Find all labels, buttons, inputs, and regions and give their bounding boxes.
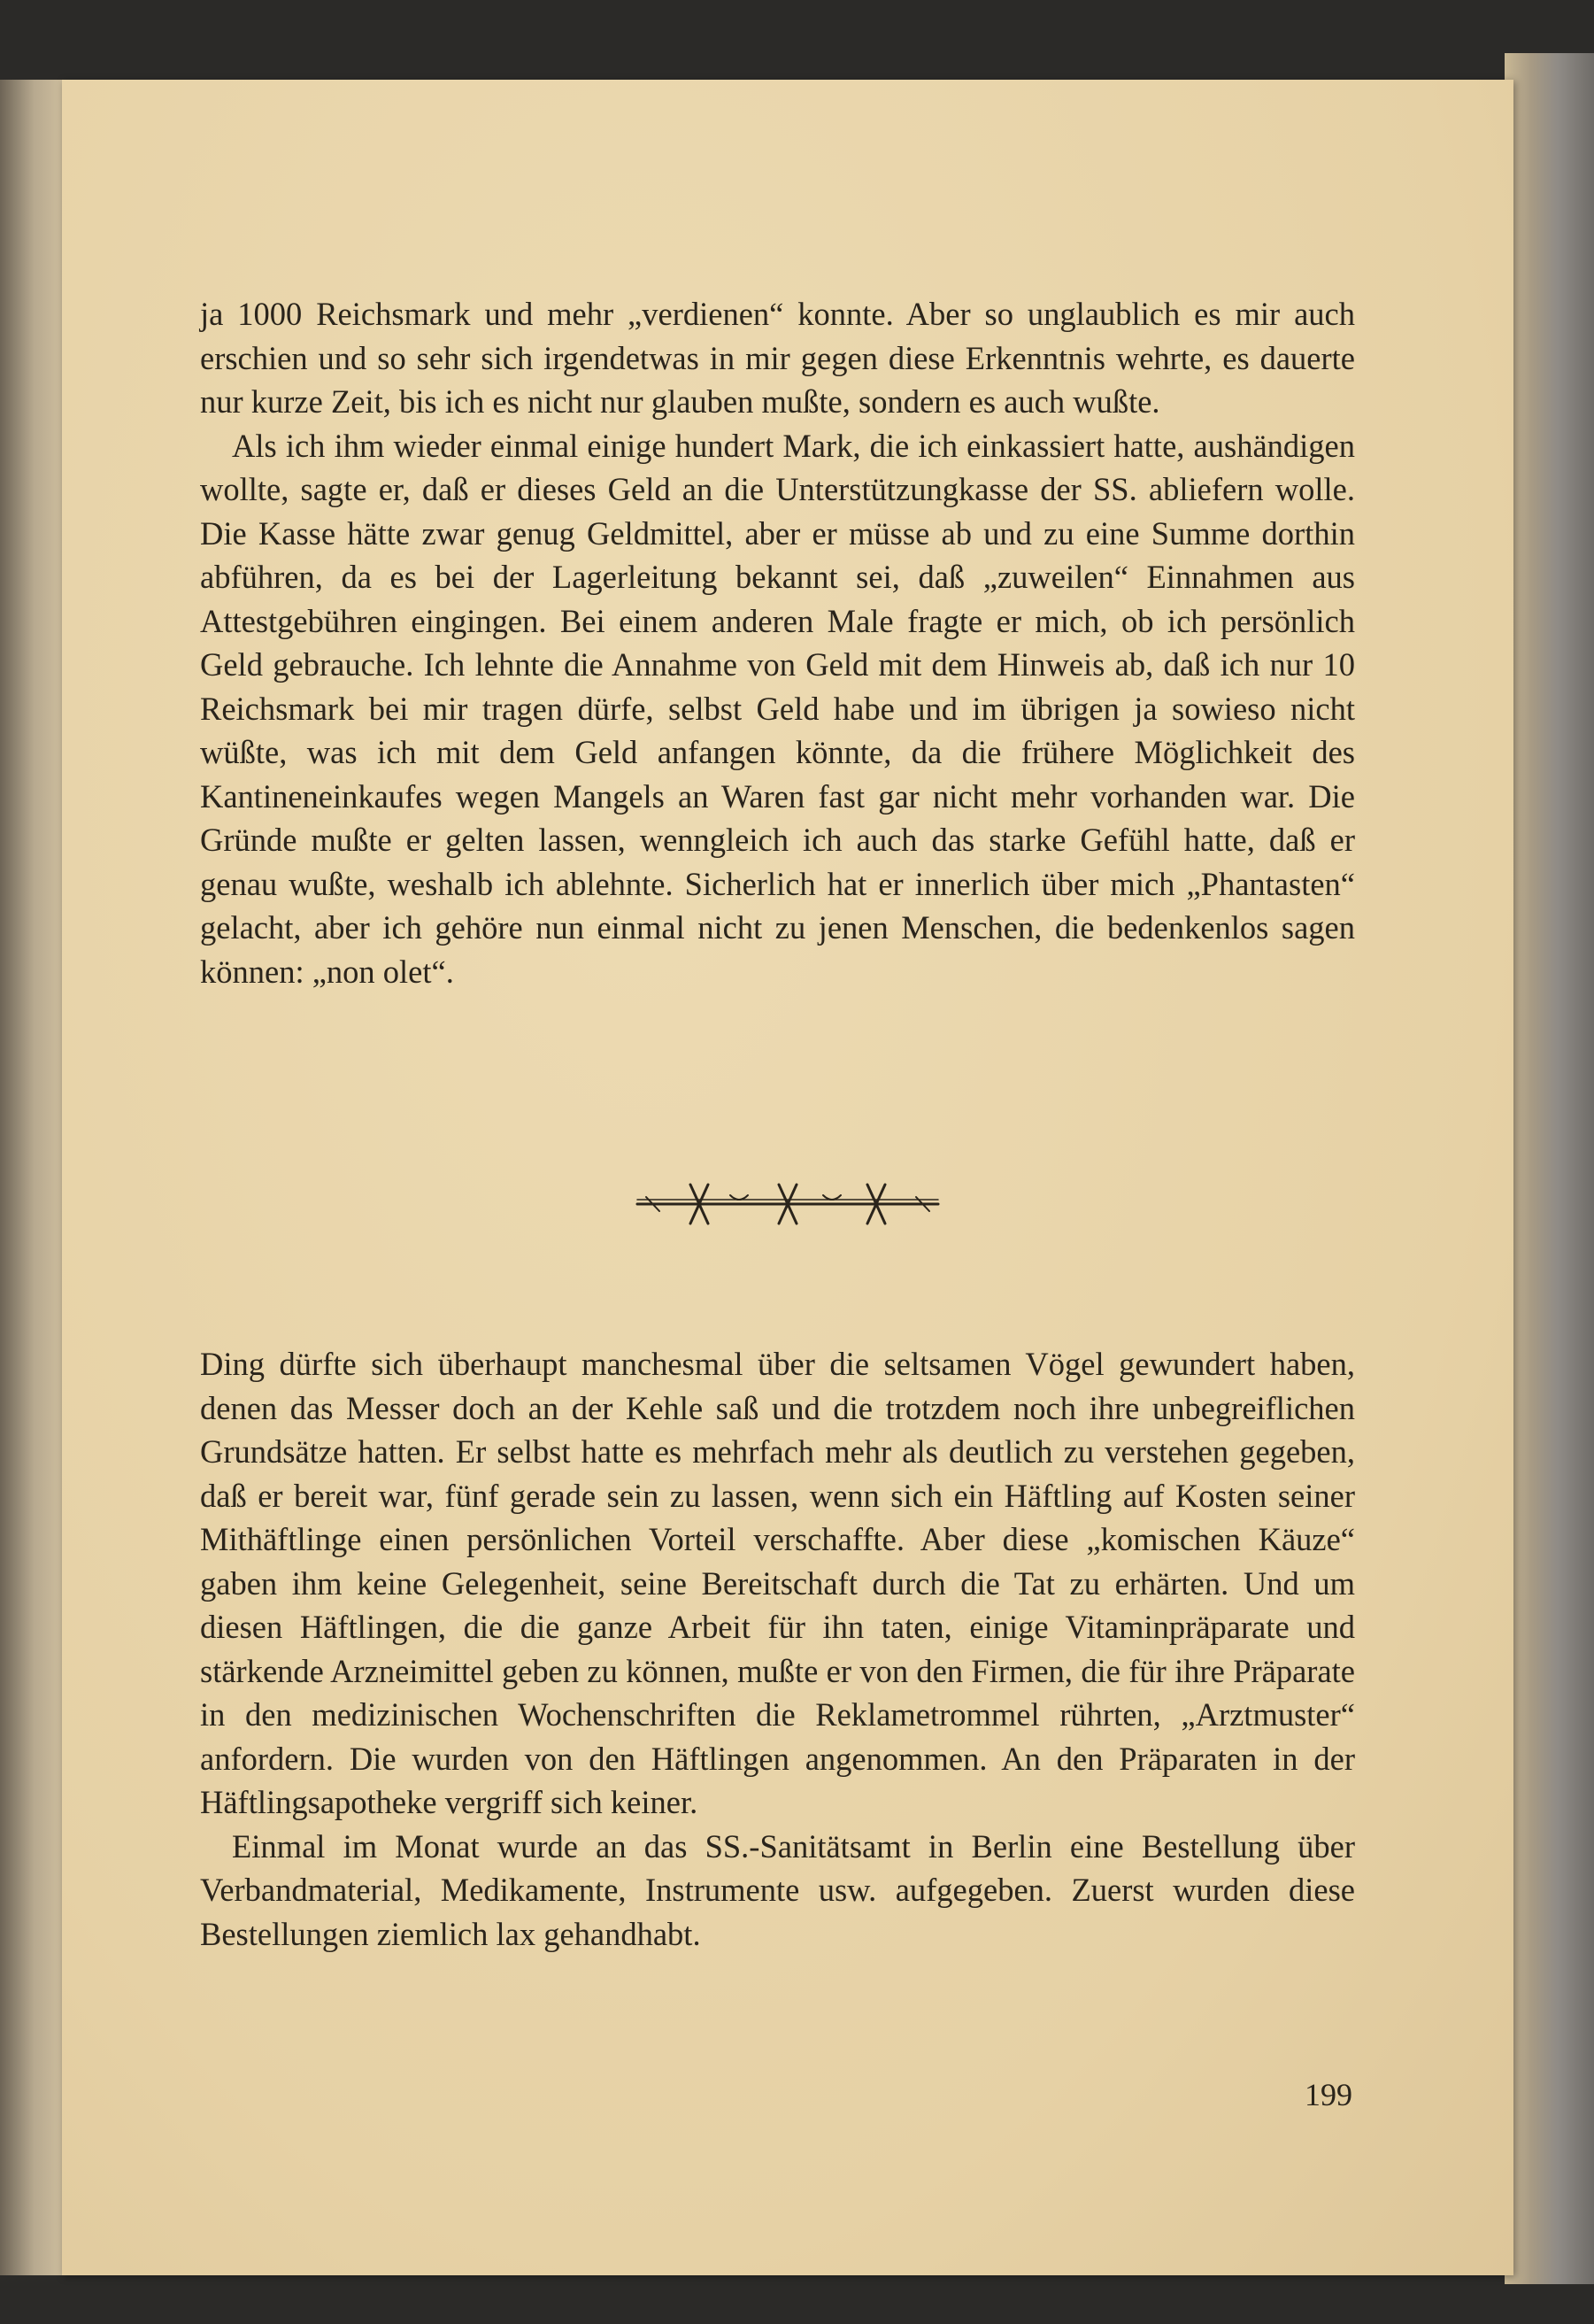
book-left-edge: [0, 80, 62, 2275]
bottom-text-block: [200, 1342, 1355, 1956]
page-number: 199: [1305, 2077, 1352, 2112]
top-paragraph-2: Als ich ihm wieder einmal einige hundert Mark, die ich einkassiert hatte, aushändigen wollte, sagte er, daß er dieses Geld an die Unterstützungkasse der SS. abliefern wolle. Die Kasse hätte zwar genug Geldmittel, aber er müsse ab und zu eine Summe dorthin abführen, da es bei der Lagerleitung bekannt sei, daß „zuweilen“ Einnahmen aus Attestgebühren eingingen. Bei einem anderen Male fragte er mich, ob ich persönlich Geld gebrauche. Ich lehnte die Annahme von Geld mit dem Hinweis ab, daß ich nur 10 Reichsmark bei mir tragen dürfe, selbst Geld habe und im übrigen ja sowieso nicht wüßte, was ich mit dem Geld anfangen könnte, da die frühere Möglichkeit des Kantineneinkaufes wegen Mangels an Waren fast gar nicht mehr vorhanden war. Die Gründe mußte er gelten lassen, wenngleich ich auch das starke Gefühl hatte, daß er genau wußte, weshalb ich ablehnte. Sicherlich hat er innerlich über mich „Phantasten“ gelacht, aber ich gehöre nun einmal nicht zu jenen Menschen, die bedenkenlos sagen können: „non olet“.: [200, 427, 1355, 990]
book-page: [62, 80, 1513, 2275]
book-right-edge: [1505, 53, 1594, 2284]
top-paragraph-1: ja 1000 Reichsmark und mehr „verdienen“ konnte. Aber so unglaublich es mir auch erschien und so sehr sich irgendetwas in mir gegen diese Erkenntnis wehrte, es dauerte nur kurze Zeit, bis ich es nicht nur glauben mußte, sondern es auch wußte.: [200, 296, 1355, 420]
barbed-wire-ornament-icon: [628, 1177, 947, 1231]
bottom-paragraph-2: Einmal im Monat wurde an das SS.-Sanitätsamt in Berlin eine Bestellung über Verbandmaterial, Medikamente, Instrumente usw. aufgegeben. Zuerst wurden diese Bestellungen ziemlich lax gehandhabt.: [200, 1827, 1355, 1952]
bottom-paragraph-1: Ding dürfte sich überhaupt manchesmal über die seltsamen Vögel gewundert haben, denen das Messer doch an der Kehle saß und die trotzdem noch ihre unbegreiflichen Grundsätze hatten. Er selbst hatte es mehrfach mehr als deutlich zu verstehen gegeben, daß er bereit war, fünf gerade sein zu lassen, wenn sich ein Häftling auf Kosten seiner Mithäftlinge einen persönlichen Vorteil verschaffte. Aber diese „komischen Käuze“ gaben ihm keine Gelegenheit, seine Bereitschaft durch die Tat zu erhärten. Und um diesen Häftlingen, die die ganze Arbeit für ihn taten, einige Vitaminpräparate und stärkende Arzneimittel geben zu können, mußte er von den Firmen, die für ihre Präparate in den medizinischen Wochenschriften die Reklametrommel rührten, „Arztmuster“ anfordern. Die wurden von den Häftlingen angenommen. An den Präparaten in der Häftlingsapotheke vergriff sich keiner.: [200, 1346, 1355, 1820]
top-text-block: [200, 292, 1355, 993]
